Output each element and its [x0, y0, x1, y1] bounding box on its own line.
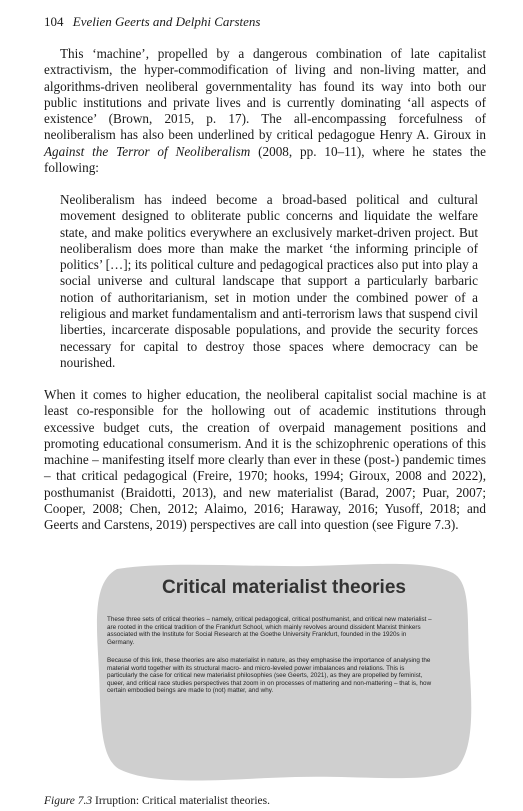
paragraph-2: When it comes to higher education, the neoliberal capitalist social machine is at least co-responsible for the hollowing out of academic institutions through excessive budget cuts, the creation of overpaid management positions and promoting educational consumerism. And it is the schizophrenic operations of this machine – manifesting itself more clearly than ever in these (post-) pandemic times – that critical pedagogical (Freire, 1970; hooks, 1994; Giroux, 2008 and 2022), posthumanist (Braidotti, 2013), and new materialist (Barad, 2007; Puar, 2007; Cooper, 2008; Chen, 2012; Alaimo, 2016; Haraway, 2016; Yusoff, 2018; and Geerts and Carstens, 2019) perspectives are call into question (see Figure 7.3).: [44, 387, 486, 533]
figure-caption-text: Irruption: Critical materialist theories.: [92, 795, 271, 807]
running-head: [44, 14, 261, 30]
figure-text-1: These three sets of critical theories – namely, critical pedagogical, critical posthumanist, and critical new materialist – are rooted in the critical tradition of the Frankfurt School, which mainly revolves around dissident Marxist thinkers associated with the Institute for Social Research at the Goethe University Frankfurt, founded in the 1920s in Germany.: [107, 616, 432, 646]
block-quote: Neoliberalism has indeed become a broad-based political and cultural movement designed to obliterate public concerns and liquidate the welfare state, and make politics everywhere an exclusively market-driven project. But neoliberalism does more than make the market ‘the informing principle of politics’ […]; its political culture and pedagogical practices also put into play a social universe and cultural landscape that support a particularly barbaric notion of authoritarianism, set in motion under the combined power of a religious and market fundamentalism and anti-terrorism laws that suspend civil liberties, incarcerate disposable populations, and provide the security forces necessary for capital to destroy those spaces where democracy can be nourished.: [60, 192, 478, 370]
cited-book-title: Against the Terror of Neoliberalism: [44, 143, 251, 159]
running-head-authors: Evelien Geerts and Delphi Carstens: [72, 14, 261, 29]
figure-text-2: Because of this link, these theories are also materialist in nature, as they emphasise the importance of analysing the material world together with its structural macro- and micro-leveled power imbalances and relations. This is particularly the case for critical new materialist philosophies (see Geerts, 2021), as they are propelled by feminist, queer, and critical race studies perspectives that zoom in on processes of mattering and non-mattering – that is, how certain embodied beings are made to (not) matter, and why.: [107, 657, 432, 695]
figure-title: Critical materialist theories: [162, 577, 406, 598]
paragraph-1-text-a: This ‘machine’, propelled by a dangerous combination of late capitalist extractivism, the hyper-commodification of living and non-living matter, and algorithms-driven neoliberal governmentality has found its way into both our public institutions and private lives and is currently dominating ‘all aspects of existence’ (Brown, 2015, p. 17). The all-encompassing forcefulness of neoliberalism has also been underlined by critical pedagogue Henry A. Giroux in: [44, 46, 486, 143]
figure-7-3: [95, 563, 473, 783]
page-number: 104: [44, 14, 64, 29]
paragraph-1-text-b: (2008, pp. 10–11), where he states the following:: [44, 143, 486, 176]
paragraph-1: [44, 46, 486, 176]
figure-caption-label: Figure 7.3: [44, 795, 93, 807]
figure-caption: [44, 794, 270, 808]
